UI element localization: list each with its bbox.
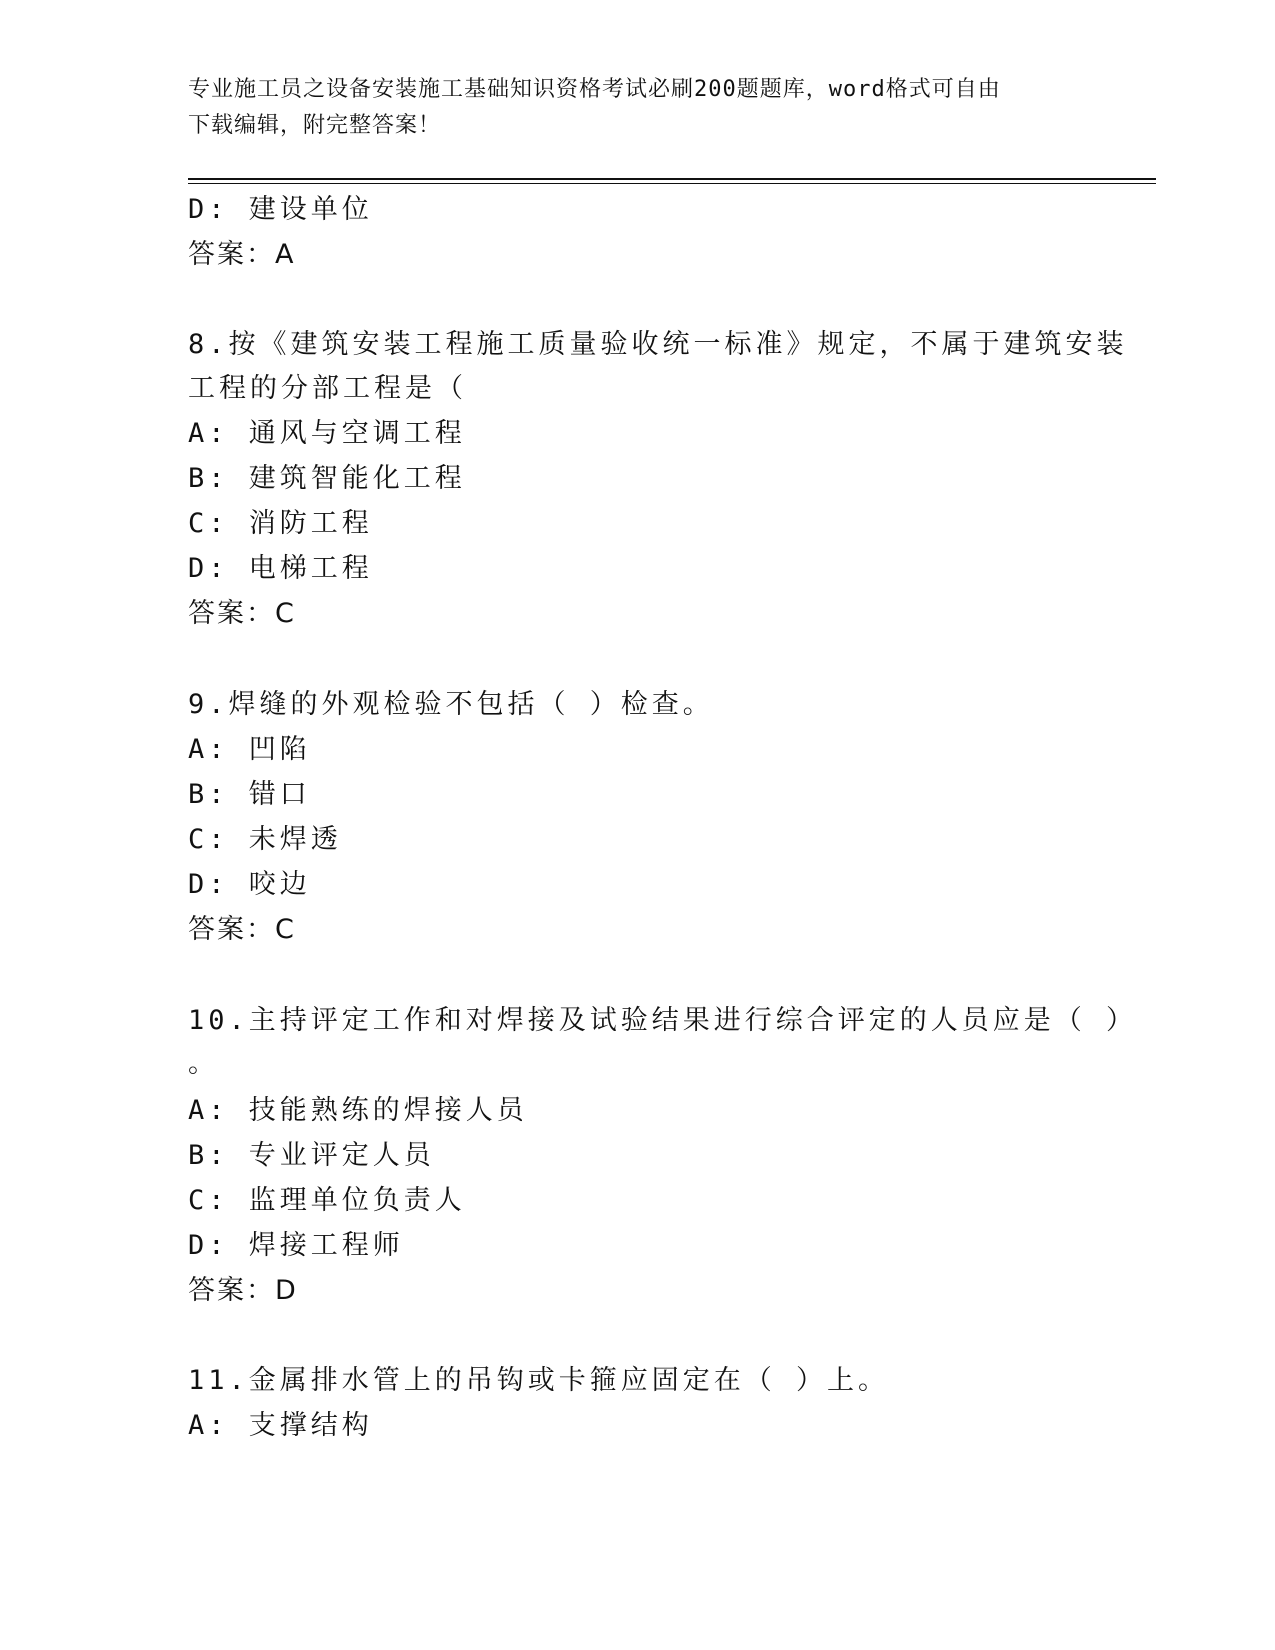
q7-option-d: D: 建设单位 (188, 194, 373, 225)
q8-answer: 答案：C (188, 598, 296, 629)
q8-option-a: A: 通风与空调工程 (188, 418, 466, 449)
q10-stem-line-2: 。 (188, 1048, 219, 1079)
q9-option-b: B: 错口 (188, 779, 311, 810)
q8-option-b: B: 建筑智能化工程 (188, 463, 466, 494)
q8-option-d: D: 电梯工程 (188, 553, 373, 584)
q8-option-c: C: 消防工程 (188, 508, 373, 539)
q9-answer: 答案：C (188, 914, 296, 945)
header-divider-thin (188, 183, 1156, 184)
q11-option-a: A: 支撑结构 (188, 1410, 373, 1441)
header-divider-thick (188, 178, 1156, 180)
q7-answer: 答案：A (188, 239, 296, 270)
q11-stem: 11.金属排水管上的吊钩或卡箍应固定在（ ）上。 (188, 1365, 890, 1396)
document-header (188, 72, 1068, 144)
q10-stem-line-1: 10.主持评定工作和对焊接及试验结果进行综合评定的人员应是（ ） (188, 1005, 1138, 1036)
q10-answer: 答案：D (188, 1275, 298, 1306)
q9-option-c: C: 未焊透 (188, 824, 342, 855)
q9-stem: 9.焊缝的外观检验不包括（ ）检查。 (188, 689, 714, 720)
q10-option-d: D: 焊接工程师 (188, 1230, 404, 1261)
q10-option-c: C: 监理单位负责人 (188, 1185, 466, 1216)
q8-stem-line-2: 工程的分部工程是（ (188, 373, 467, 404)
q8-stem-line-1: 8.按《建筑安装工程施工质量验收统一标准》规定，不属于建筑安装 (188, 329, 1128, 360)
header-line-2: 下载编辑，附完整答案！ (188, 113, 442, 138)
q10-option-b: B: 专业评定人员 (188, 1140, 435, 1171)
q10-option-a: A: 技能熟练的焊接人员 (188, 1095, 528, 1126)
q9-option-d: D: 咬边 (188, 869, 311, 900)
q9-option-a: A: 凹陷 (188, 734, 311, 765)
header-line-1: 专业施工员之设备安装施工基础知识资格考试必刷200题题库，word格式可自由 (188, 77, 1001, 102)
